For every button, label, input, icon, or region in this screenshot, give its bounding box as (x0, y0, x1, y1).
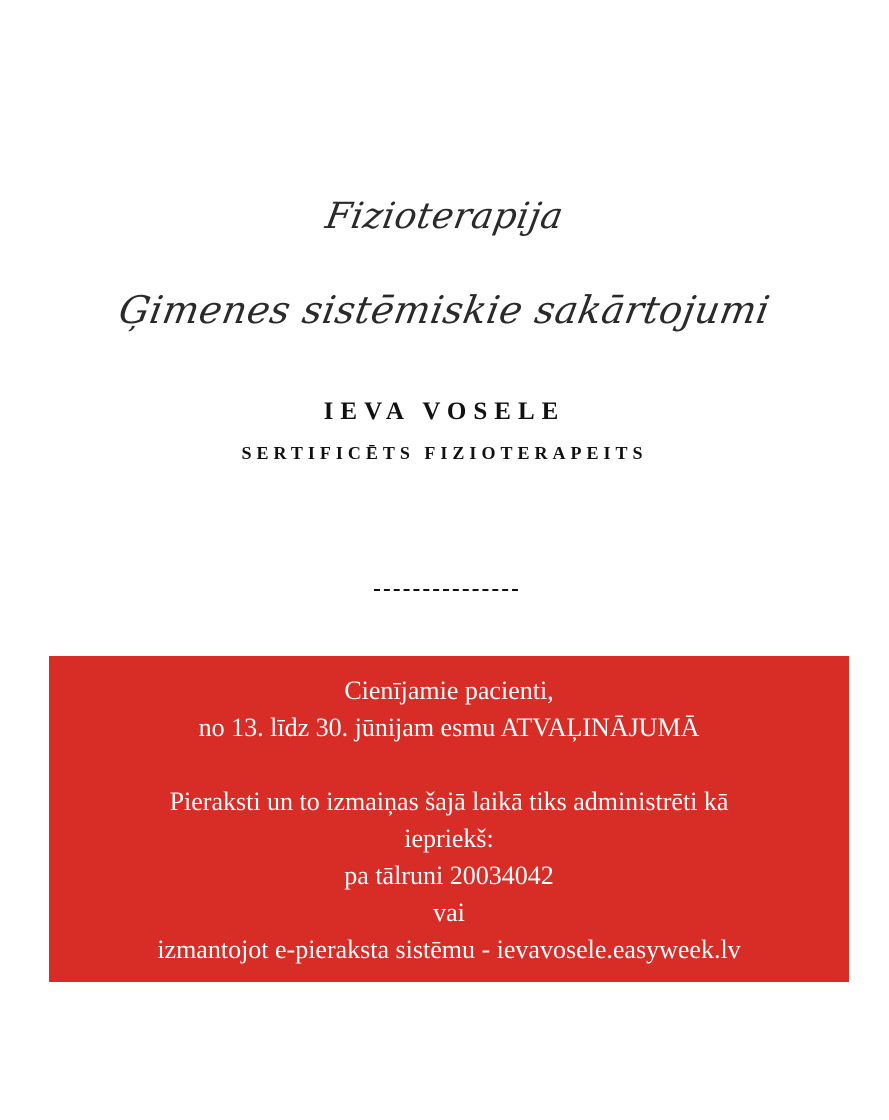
notice-admin-line-2: iepriekš: (404, 824, 494, 853)
notice-online-booking: izmantojot e-pieraksta sistēmu - ievavosele.easyweek.lv (157, 935, 741, 964)
notice-spacer (49, 746, 849, 783)
divider-line (374, 589, 518, 591)
notice-admin-line-1: Pieraksti un to izmaiņas šajā laikā tiks administrēti kā (169, 787, 729, 816)
vacation-notice-box (49, 656, 849, 982)
notice-greeting: Cienījamie pacienti, (344, 676, 554, 705)
notice-vacation-dates: no 13. līdz 30. jūnijam esmu ATVAĻINĀJUMĀ (198, 713, 700, 742)
script-title-family-constellations: Ģimenes sistēmiskie sakārtojumi (115, 288, 774, 332)
script-title-fizioterapija: Fizioterapija (322, 196, 567, 237)
practitioner-title: SERTIFICĒTS FIZIOTERAPEITS (241, 443, 648, 463)
notice-phone: pa tālruni 20034042 (344, 861, 554, 890)
practitioner-name: IEVA VOSELE (323, 398, 566, 425)
notice-or: vai (433, 898, 465, 927)
